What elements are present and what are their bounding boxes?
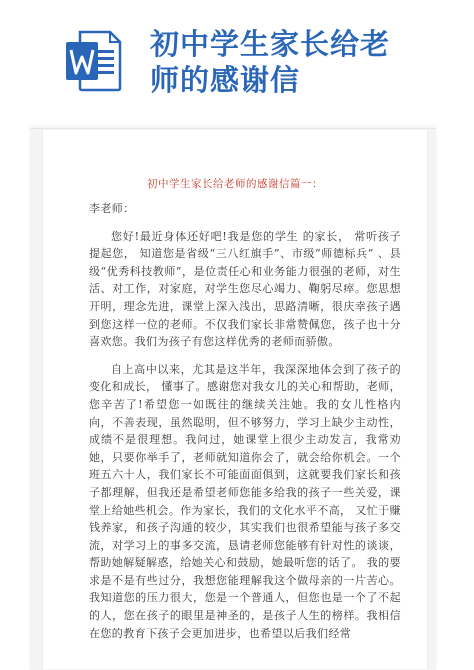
document-body bbox=[89, 200, 401, 642]
document-heading: 初中学生家长给老师的感谢信篇一： bbox=[147, 178, 323, 190]
salutation: 李老师： bbox=[89, 202, 135, 215]
page-title bbox=[150, 26, 450, 98]
word-doc-icon bbox=[66, 30, 122, 92]
document-page bbox=[42, 130, 428, 669]
paragraph-1: 您好!最近身体还好吧!我是您的学生 的家长， 常听孩子提起您， 知道您是省级“三八红旗手”、市级“师德标兵” 、县级“优秀科技教师”，是位责任心和业务能力很强的老师，对生活、对工作，对家庭，对学生您尽心竭力、鞠躬尽瘁。您思想开明，理念先进，课堂上深入浅出，思路清晰，很庆幸孩子遇到您这样一位的老师。不仅我们家长非常赞佩您，孩子也十分喜欢您。我们为孩子有您这样优秀的老师而骄傲。 bbox=[89, 229, 401, 349]
title-line-1: 初中学生家长给老 bbox=[150, 27, 391, 61]
paragraph-2: 自上高中以来，尤其是这半年，我深深地体会到了孩子的变化和成长， 懂事了。感谢您对我女儿的关心和帮助，老师，您辛苦了!希望您一如既往的继续关注她。我的女儿性格内向，不善表现，虽然聪明，但不够努力，学习上缺少主动性，成绩不是很理想。我问过，她课堂上很少主动发言，我常劝她，只要你举手了，老师就知道你会了，就会给你机会。一个班五六十人，我们家长不可能面面俱到，这就要我们家长和孩子都理解，但我还是希望老师您能多给我的孩子一些关爱，课堂上给她些机会。作为家长，我们的文化水平不高， 又忙于赚钱养家，和孩子沟通的较少，其实我们也很希望能与孩子多交流，对学习上的事多交流，恳请老师您能够有针对性的谈谈，帮助她解疑解惑，给她关心和鼓励，她最听您的话了。 我的要求是不是有些过分，我想您能理解我这个做母亲的一片苦心。我知道您的压力很大，您是一个普通人，但您也是一个了不起的人，您在孩子的眼里是神圣的，是孩子人生的榜样。我相信在您的教育下孩子会更加进步，也希望以后我们经常 bbox=[89, 362, 401, 640]
title-line-2: 师的感谢信 bbox=[150, 63, 301, 97]
